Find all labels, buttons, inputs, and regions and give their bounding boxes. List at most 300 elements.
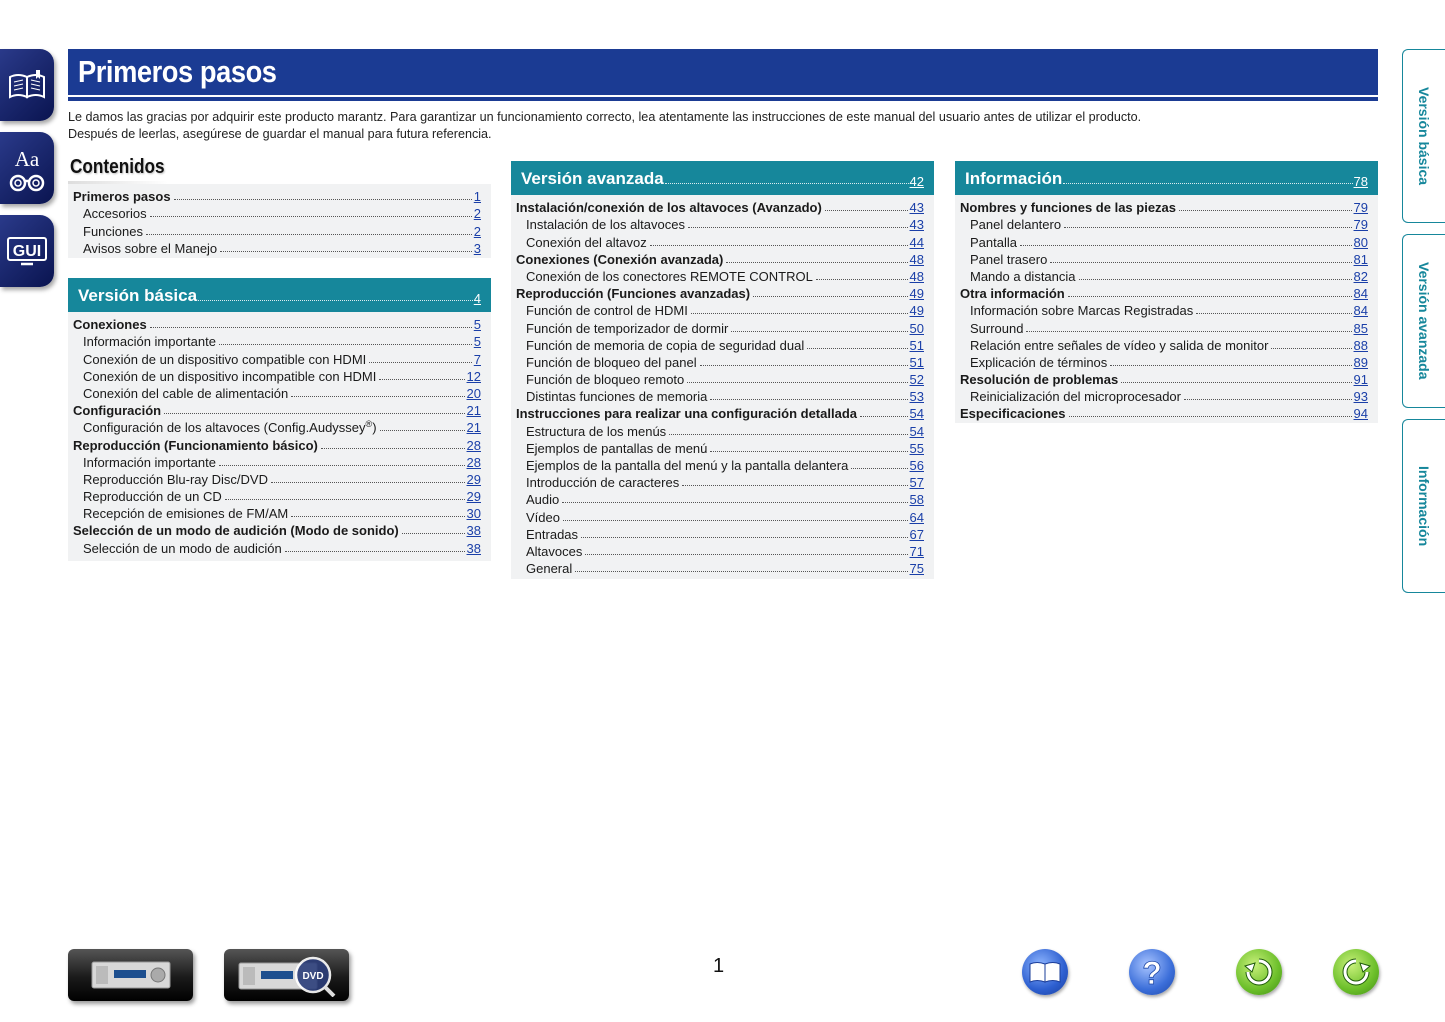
toc-entry-text: Conexión del cable de alimentación [83, 385, 289, 401]
toc-entry[interactable] [516, 456, 924, 473]
advanced-title[interactable]: Versión avanzada [521, 169, 664, 188]
leader-dots [225, 499, 465, 500]
leader-dots [1068, 296, 1352, 297]
toc-entry[interactable] [960, 232, 1368, 249]
leader-dots [1069, 416, 1352, 417]
toc-page-link[interactable]: 67 [909, 526, 924, 542]
toc-page-link[interactable]: 48 [909, 268, 924, 284]
toc-entry-text: Otra información [960, 286, 1065, 302]
toc-page-link[interactable]: 49 [909, 303, 924, 319]
toc-entry-title[interactable] [73, 403, 161, 418]
leader-dots [825, 210, 908, 211]
toc-entry-text: Selección de un modo de audición (Modo de sonido) [73, 523, 399, 539]
toc-entry-text: Función de memoria de copia de seguridad dual [526, 337, 805, 353]
book-icon-button[interactable] [0, 49, 54, 121]
toc-entry-text: Selección de un modo de audición [83, 540, 282, 556]
toc-page-link[interactable]: 3 [473, 240, 481, 256]
toc-entry-text: Configuración de los altavoces (Config.Audyssey [83, 420, 366, 436]
dvd-player-button[interactable] [224, 949, 349, 1001]
question-icon [1135, 954, 1169, 990]
toc-entry[interactable] [516, 490, 924, 507]
toc-entry-title[interactable] [83, 224, 143, 239]
toc-entry-text: Vídeo [526, 509, 560, 525]
toc-entry[interactable] [960, 404, 1368, 421]
toc-entry-title[interactable] [83, 506, 288, 521]
toc-entry-title[interactable] [970, 355, 1107, 370]
leader-dots [665, 183, 909, 184]
basic-panel [68, 278, 491, 561]
toc-entry-title[interactable] [526, 217, 685, 232]
forward-button[interactable] [1333, 949, 1379, 995]
title-bar [68, 49, 1378, 95]
toc-entry-text: Nombres y funciones de las piezas [960, 200, 1177, 216]
leader-dots [851, 468, 907, 469]
leader-dots [220, 251, 472, 252]
toc-entry-title[interactable] [970, 269, 1076, 284]
toc-entry-title[interactable] [516, 406, 857, 421]
leader-dots [291, 516, 464, 517]
info-title[interactable]: Información [965, 169, 1063, 188]
leader-dots [563, 520, 908, 521]
toc-intro-list [68, 184, 491, 259]
glossary-icon [5, 140, 49, 196]
toc-page-link[interactable]: 93 [1353, 389, 1368, 405]
leader-dots [219, 465, 465, 466]
toc-entry-title[interactable] [526, 235, 647, 250]
leader-dots [687, 382, 907, 383]
toc-entry-title[interactable] [526, 321, 728, 336]
toc-page-link[interactable]: 53 [909, 389, 924, 405]
advanced-page-link[interactable]: 42 [909, 174, 924, 189]
toc-page-link[interactable]: 44 [909, 234, 924, 250]
registered-mark: ® [365, 419, 373, 430]
toc-entry[interactable] [960, 250, 1368, 267]
leader-dots [860, 416, 908, 417]
toc-entry[interactable] [516, 250, 924, 267]
toc-entry[interactable] [516, 473, 924, 490]
glossary-icon-button[interactable] [0, 132, 54, 204]
toc-entry-title[interactable] [83, 369, 376, 384]
toc-entry-title[interactable] [83, 489, 222, 504]
toc-entry-tail: ) [372, 420, 377, 436]
book-icon [6, 67, 48, 103]
toc-entry-text: Mando a distancia [970, 268, 1076, 284]
toc-page-link[interactable]: 52 [909, 372, 924, 388]
toc-entry[interactable] [960, 387, 1368, 404]
toc-entry[interactable] [73, 435, 481, 452]
toc-page-link[interactable]: 58 [909, 492, 924, 508]
gui-icon [5, 234, 49, 268]
toc-page-link[interactable]: 28 [466, 454, 481, 470]
toc-page-link[interactable]: 57 [909, 475, 924, 491]
leader-dots [1026, 331, 1351, 332]
toc-entry[interactable] [516, 559, 924, 576]
toc-entry-title[interactable] [83, 206, 147, 221]
toc-page-link[interactable]: 2 [473, 206, 481, 222]
toc-page-link[interactable]: 29 [466, 489, 481, 505]
back-arrow-icon [1243, 956, 1275, 988]
toc-page-link[interactable]: 81 [1353, 251, 1368, 267]
toc-entry[interactable] [73, 315, 481, 332]
leader-dots [174, 199, 472, 200]
leader-dots [700, 365, 908, 366]
toc-entry-title[interactable] [526, 441, 707, 456]
toc-entry-title[interactable] [83, 541, 282, 556]
leader-dots [369, 362, 472, 363]
leader-dots [164, 413, 464, 414]
toc-intro-panel [68, 184, 491, 258]
leader-dots [150, 327, 472, 328]
toc-entry[interactable] [516, 353, 924, 370]
leader-dots [669, 434, 907, 435]
toc-entry-text: Panel delantero [970, 217, 1062, 233]
toc-entry[interactable] [73, 367, 481, 384]
toc-entry[interactable] [516, 404, 924, 421]
toc-entry[interactable] [73, 470, 481, 487]
toc-entry[interactable] [516, 267, 924, 284]
back-button[interactable] [1236, 949, 1282, 995]
leader-dots [150, 216, 472, 217]
toc-page-link[interactable]: 7 [473, 351, 481, 367]
toc-entry-title[interactable] [970, 389, 1181, 404]
toc-entry-title[interactable] [960, 286, 1065, 301]
toc-entry-title[interactable] [73, 317, 147, 332]
toc-entry-text: Función de temporizador de dormir [526, 320, 729, 336]
toc-entry-title[interactable] [83, 472, 268, 487]
info-header[interactable] [955, 161, 1378, 195]
toc-entry-title[interactable] [526, 424, 666, 439]
toc-entry-text: Configuración [73, 403, 162, 419]
toc-entry-title[interactable] [83, 334, 216, 349]
toc-entry-title[interactable] [970, 235, 1017, 250]
toc-entry-title[interactable] [526, 355, 697, 370]
toc-entry-text: Reinicialización del microprocesador [970, 389, 1181, 405]
toc-entry[interactable] [516, 198, 924, 215]
leader-dots [562, 502, 907, 503]
forward-arrow-icon [1340, 956, 1372, 988]
toc-entry[interactable] [516, 284, 924, 301]
toc-entry-title[interactable] [970, 338, 1268, 353]
toc-page-link[interactable]: 5 [473, 334, 481, 350]
toc-entry-title[interactable] [83, 241, 217, 256]
toc-entry[interactable] [960, 370, 1368, 387]
toc-page-link[interactable]: 51 [909, 337, 924, 353]
toc-entry[interactable] [516, 301, 924, 318]
basic-title[interactable]: Versión básica [78, 286, 198, 305]
toc-entry[interactable] [960, 267, 1368, 284]
toc-entry-title[interactable] [516, 286, 750, 301]
toc-page-link[interactable]: 20 [466, 385, 481, 401]
toc-entry-text: Distintas funciones de memoria [526, 389, 708, 405]
toc-page-link[interactable]: 89 [1353, 354, 1368, 370]
leader-dots [379, 379, 464, 380]
toc-entry[interactable] [960, 215, 1368, 232]
leader-dots [1063, 183, 1352, 184]
toc-page-link[interactable]: 21 [466, 403, 481, 419]
leader-dots [726, 262, 907, 263]
toc-page-link[interactable]: 79 [1353, 200, 1368, 216]
toc-entry[interactable] [73, 487, 481, 504]
toc-entry-text: Funciones [83, 223, 143, 239]
toc-entry-title[interactable] [83, 386, 288, 401]
leader-dots [575, 571, 907, 572]
toc-entry[interactable] [73, 204, 481, 221]
leader-dots [1079, 279, 1352, 280]
basic-header[interactable] [68, 278, 491, 312]
toc-entry-title[interactable] [970, 303, 1193, 318]
toc-entry[interactable] [516, 336, 924, 353]
toc-page-link[interactable]: 54 [909, 423, 924, 439]
toc-entry[interactable] [960, 318, 1368, 335]
toc-entry-title[interactable] [516, 200, 822, 215]
toc-entry[interactable] [516, 318, 924, 335]
toc-entry-title[interactable] [526, 561, 572, 576]
toc-entry-title[interactable] [526, 303, 688, 318]
toc-entry-text: Resolución de problemas [960, 372, 1119, 388]
toc-entry-text: Ejemplos de la pantalla del menú y la pantalla delantera [526, 458, 849, 473]
leader-dots [1110, 365, 1351, 366]
toc-entry-title[interactable] [526, 510, 560, 525]
toc-page-link[interactable]: 5 [473, 317, 481, 333]
toc-page-link[interactable]: 38 [466, 540, 481, 556]
toc-entry[interactable] [73, 521, 481, 538]
leader-dots [688, 227, 908, 228]
toc-page-link[interactable]: 49 [909, 286, 924, 302]
receiver-icon [90, 958, 172, 992]
toc-entry[interactable] [73, 384, 481, 401]
toc-entry-text: Audio [526, 492, 560, 508]
basic-page-link[interactable]: 4 [473, 291, 481, 306]
gui-icon-label: GUI [12, 243, 42, 260]
toc-entry[interactable] [516, 542, 924, 559]
toc-entry-text: Reproducción de un CD [83, 489, 222, 505]
toc-page-link[interactable]: 84 [1353, 286, 1368, 302]
toc-entry-title[interactable] [73, 523, 399, 538]
toc-page-link[interactable]: 43 [909, 217, 924, 233]
leader-dots [291, 396, 464, 397]
toc-entry-title[interactable] [526, 458, 848, 473]
toc-entry-title[interactable] [526, 492, 559, 507]
leader-dots [1184, 399, 1352, 400]
toc-entry-title[interactable] [83, 455, 216, 470]
toc-entry-text: Primeros pasos [73, 189, 171, 205]
glossary-icon-label: Aa [14, 147, 40, 171]
toc-page-link[interactable]: 54 [909, 406, 924, 422]
leader-dots [402, 533, 465, 534]
toc-entry[interactable] [516, 525, 924, 542]
toc-entry[interactable] [73, 538, 481, 555]
toc-entry-text: Ejemplos de pantallas de menú [526, 440, 708, 456]
leader-dots [710, 451, 907, 452]
toc-page-link[interactable]: 2 [473, 223, 481, 239]
toc-entry-text: Conexión de un dispositivo incompatible con HDMI [83, 368, 377, 384]
toc-entry-title[interactable] [83, 352, 366, 367]
basic-toc-list [68, 312, 491, 559]
leader-dots [1196, 313, 1351, 314]
toc-entry[interactable] [73, 401, 481, 418]
toc-entry-title[interactable] [526, 527, 578, 542]
toc-entry[interactable] [73, 453, 481, 470]
leader-dots [650, 245, 908, 246]
toc-page-link[interactable]: 43 [909, 200, 924, 216]
toc-entry[interactable] [960, 284, 1368, 301]
leader-dots [581, 537, 907, 538]
toc-entry[interactable] [516, 439, 924, 456]
toc-entry-text: Conexión del altavoz [526, 234, 647, 250]
leader-dots [807, 348, 907, 349]
leader-dots [219, 344, 472, 345]
toc-entry-title[interactable] [960, 406, 1066, 421]
advanced-header[interactable] [511, 161, 934, 195]
toc-entry[interactable] [516, 421, 924, 438]
toc-entry[interactable] [516, 370, 924, 387]
toc-entry-text: Surround [970, 320, 1024, 336]
toc-page-link[interactable]: 21 [466, 420, 481, 436]
leader-dots [682, 485, 907, 486]
toc-entry[interactable] [516, 232, 924, 249]
toc-entry-text: Instalación/conexión de los altavoces (Avanzado) [516, 200, 822, 216]
toc-entry-title[interactable] [970, 217, 1061, 232]
toc-entry-title[interactable] [960, 200, 1176, 215]
toc-entry-title[interactable] [970, 252, 1047, 267]
toc-page-link[interactable]: 75 [909, 561, 924, 577]
toc-entry-text: Accesorios [83, 206, 147, 222]
toc-entry-title[interactable] [526, 269, 813, 284]
toc-entry-text: Información sobre Marcas Registradas [970, 303, 1194, 319]
toc-page-link[interactable]: 79 [1353, 217, 1368, 233]
toc-page-link[interactable]: 50 [909, 320, 924, 336]
toc-page-link[interactable]: 80 [1353, 234, 1368, 250]
toc-entry[interactable] [73, 504, 481, 521]
toc-entry[interactable] [516, 507, 924, 524]
dvd-label: DVD [301, 971, 324, 982]
toc-entry[interactable] [73, 221, 481, 238]
tab-basic[interactable] [1402, 49, 1445, 223]
toc-entry-text: Pantalla [970, 234, 1017, 250]
info-page-link[interactable]: 78 [1353, 174, 1368, 189]
toc-entry-text: General [526, 561, 573, 577]
leader-dots [198, 300, 473, 301]
toc-entry-text: Función de bloqueo remoto [526, 372, 685, 388]
toc-entry-title[interactable] [960, 372, 1118, 387]
leader-dots [1050, 262, 1351, 263]
toc-entry-text: Entradas [526, 526, 579, 542]
tab-info[interactable] [1402, 419, 1445, 593]
toc-page-link[interactable]: 29 [466, 471, 481, 487]
toc-entry[interactable] [960, 301, 1368, 318]
toc-entry[interactable] [73, 332, 481, 349]
toc-entry-text: Introducción de caracteres [526, 475, 680, 491]
page-title: Primeros pasos [78, 54, 277, 89]
toc-page-link[interactable]: 28 [466, 437, 481, 453]
toc-entry-text: Instrucciones para realizar una configuración detallada [516, 406, 857, 422]
toc-entry[interactable] [960, 353, 1368, 370]
toc-entry-text: Reproducción (Funciones avanzadas) [516, 286, 751, 302]
dvd-player-icon [237, 953, 337, 997]
toc-entry-title[interactable] [526, 389, 707, 404]
contents-button[interactable] [1022, 949, 1068, 995]
tab-info-label: Información [1416, 465, 1432, 547]
toc-entry[interactable] [73, 418, 481, 435]
contents-heading: Contenidos [70, 156, 165, 178]
toc-entry[interactable] [516, 387, 924, 404]
leader-dots [1179, 210, 1352, 211]
toc-entry-title[interactable] [970, 321, 1023, 336]
toc-entry-text: Función de bloqueo del panel [526, 354, 697, 370]
toc-page-link[interactable]: 51 [909, 354, 924, 370]
toc-entry-title[interactable] [526, 372, 684, 387]
toc-entry-title[interactable] [526, 544, 582, 559]
toc-page-link[interactable]: 48 [909, 251, 924, 267]
toc-entry-title[interactable] [73, 189, 171, 204]
toc-entry-title[interactable] [516, 252, 723, 267]
receiver-button[interactable] [68, 949, 193, 1001]
advanced-panel [511, 161, 934, 579]
leader-dots [380, 430, 465, 431]
toc-entry[interactable] [516, 215, 924, 232]
toc-page-link[interactable]: 12 [466, 368, 481, 384]
advanced-toc-list [511, 195, 934, 579]
toc-page-link[interactable]: 38 [466, 523, 481, 539]
toc-entry-text: Función de control de HDMI [526, 303, 688, 319]
toc-entry-title[interactable] [83, 417, 377, 435]
toc-page-link[interactable]: 91 [1353, 372, 1368, 388]
help-button[interactable] [1129, 949, 1175, 995]
help-symbol: ? [1142, 955, 1162, 990]
toc-entry[interactable] [960, 198, 1368, 215]
toc-entry-text: Explicación de términos [970, 354, 1108, 370]
toc-page-link[interactable]: 85 [1353, 320, 1368, 336]
toc-page-link[interactable]: 71 [909, 543, 924, 559]
leader-dots [285, 551, 465, 552]
toc-entry-title[interactable] [73, 438, 318, 453]
book-icon [1028, 958, 1062, 986]
toc-entry-title[interactable] [526, 475, 679, 490]
toc-page-link[interactable]: 82 [1353, 268, 1368, 284]
toc-page-link[interactable]: 88 [1353, 337, 1368, 353]
toc-entry-text: Reproducción Blu-ray Disc/DVD [83, 471, 268, 487]
toc-entry-text: Especificaciones [960, 406, 1066, 422]
leader-dots [1020, 245, 1352, 246]
leader-dots [271, 482, 465, 483]
leader-dots [146, 234, 472, 235]
toc-page-link[interactable]: 30 [466, 506, 481, 522]
toc-entry-text: Información importante [83, 334, 216, 350]
toc-entry[interactable] [73, 349, 481, 366]
leader-dots [1271, 348, 1351, 349]
toc-entry[interactable] [960, 336, 1368, 353]
intro-line-1: Le damos las gracias por adquirir este producto marantz. Para garantizar un funcionamiento correcto, lea atentamente las instrucciones de este manual del usuario antes de utilizar el producto. [68, 110, 1142, 124]
toc-entry-title[interactable] [526, 338, 804, 353]
toc-page-link[interactable]: 1 [473, 189, 481, 205]
toc-page-link[interactable]: 55 [909, 440, 924, 456]
toc-entry[interactable] [73, 187, 481, 204]
toc-entry-text: Conexiones [73, 317, 147, 333]
toc-entry-text: Estructura de los menús [526, 423, 667, 439]
toc-page-link[interactable]: 94 [1353, 406, 1368, 422]
info-panel [955, 161, 1378, 423]
toc-entry-text: Panel trasero [970, 251, 1048, 267]
toc-page-link[interactable]: 64 [909, 509, 924, 525]
toc-page-link[interactable]: 84 [1353, 303, 1368, 319]
toc-page-link[interactable]: 56 [909, 458, 924, 473]
gui-icon-button[interactable] [0, 215, 54, 287]
leader-dots [1064, 227, 1351, 228]
tab-advanced[interactable] [1402, 234, 1445, 408]
toc-entry[interactable] [73, 239, 481, 256]
tab-basic-label: Versión básica [1416, 86, 1432, 186]
toc-entry-text: Información importante [83, 454, 216, 470]
